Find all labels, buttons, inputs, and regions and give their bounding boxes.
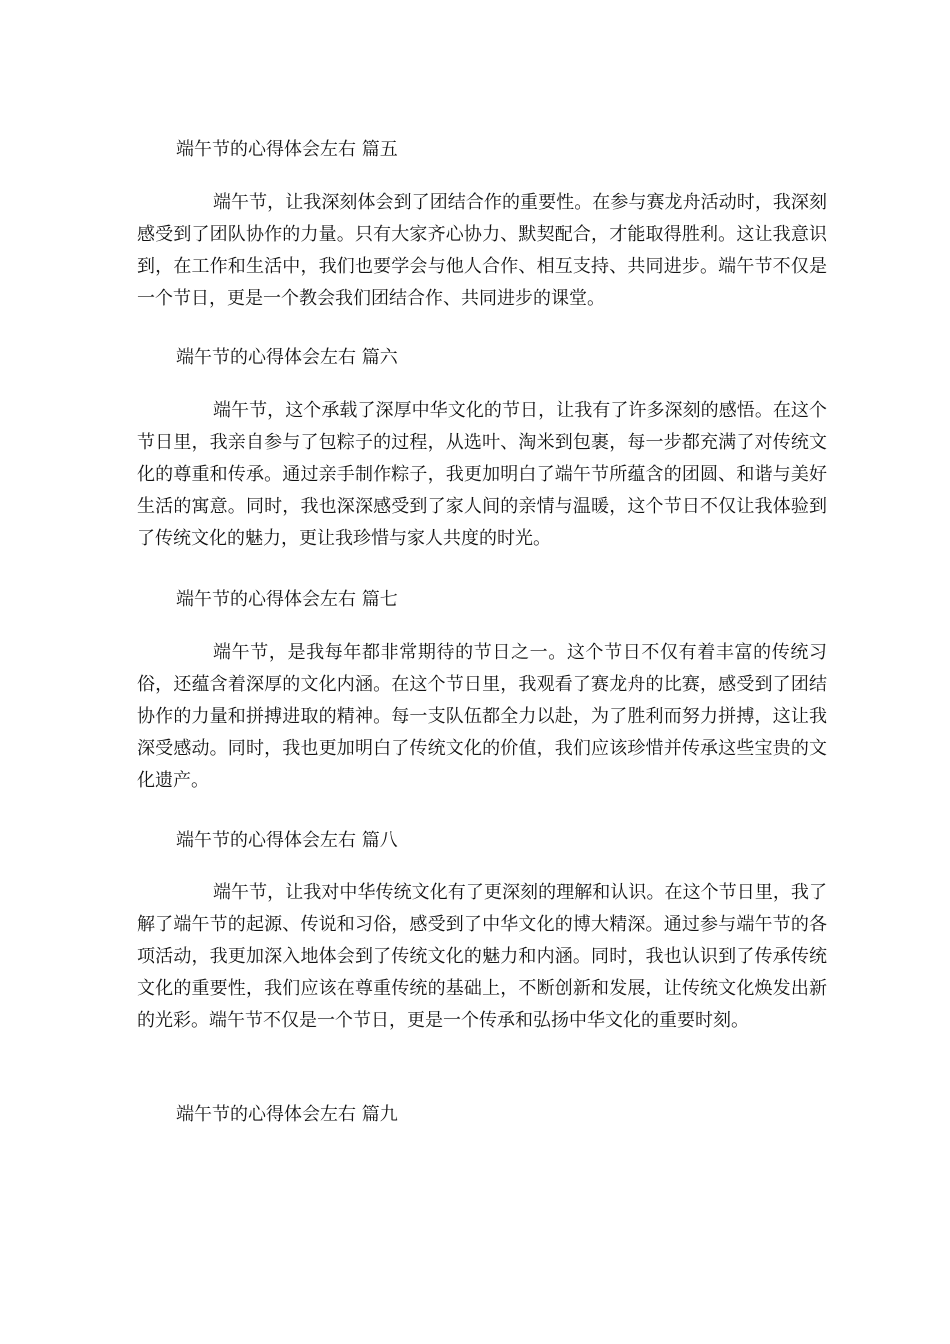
section-title-7: 端午节的心得体会左右 篇七 [176,589,398,610]
section-title-8: 端午节的心得体会左右 篇八 [176,830,398,851]
section-paragraph-6: 端午节，这个承载了深厚中华文化的节日，让我有了许多深刻的感悟。在这个节日里，我亲自参与了包粽子的过程，从选叶、淘米到包裹，每一步都充满了对传统文化的尊重和传承。通过亲手制作粽子，我更加明白了端午节所蕴含的团圆、和谐与美好生活的寓意。同时，我也深深感受到了家人间的亲情与温暖，这个节日不仅让我体验到了传统文化的魅力，更让我珍惜与家人共度的时光。 [137,400,827,549]
section-paragraph-8: 端午节，让我对中华传统文化有了更深刻的理解和认识。在这个节日里，我了解了端午节的起源、传说和习俗，感受到了中华文化的博大精深。通过参与端午节的各项活动，我更加深入地体会到了传统文化的魅力和内涵。同时，我也认识到了传承传统文化的重要性，我们应该在尊重传统的基础上，不断创新和发展，让传统文化焕发出新的光彩。端午节不仅是一个节日，更是一个传承和弘扬中华文化的重要时刻。 [137,882,827,1031]
section-paragraph-7: 端午节，是我每年都非常期待的节日之一。这个节日不仅有着丰富的传统习俗，还蕴含着深厚的文化内涵。在这个节日里，我观看了赛龙舟的比赛，感受到了团结协作的力量和拼搏进取的精神。每一支队伍都全力以赴，为了胜利而努力拼搏，这让我深受感动。同时，我也更加明白了传统文化的价值，我们应该珍惜并传承这些宝贵的文化遗产。 [137,642,827,791]
section-title-9: 端午节的心得体会左右 篇九 [176,1104,398,1125]
section-title-5: 端午节的心得体会左右 篇五 [176,139,398,160]
section-paragraph-5: 端午节，让我深刻体会到了团结合作的重要性。在参与赛龙舟活动时，我深刻感受到了团队协作的力量。只有大家齐心协力、默契配合，才能取得胜利。这让我意识到，在工作和生活中，我们也要学会与他人合作、相互支持、共同进步。端午节不仅是一个节日，更是一个教会我们团结合作、共同进步的课堂。 [137,192,827,309]
section-title-6: 端午节的心得体会左右 篇六 [176,347,398,368]
